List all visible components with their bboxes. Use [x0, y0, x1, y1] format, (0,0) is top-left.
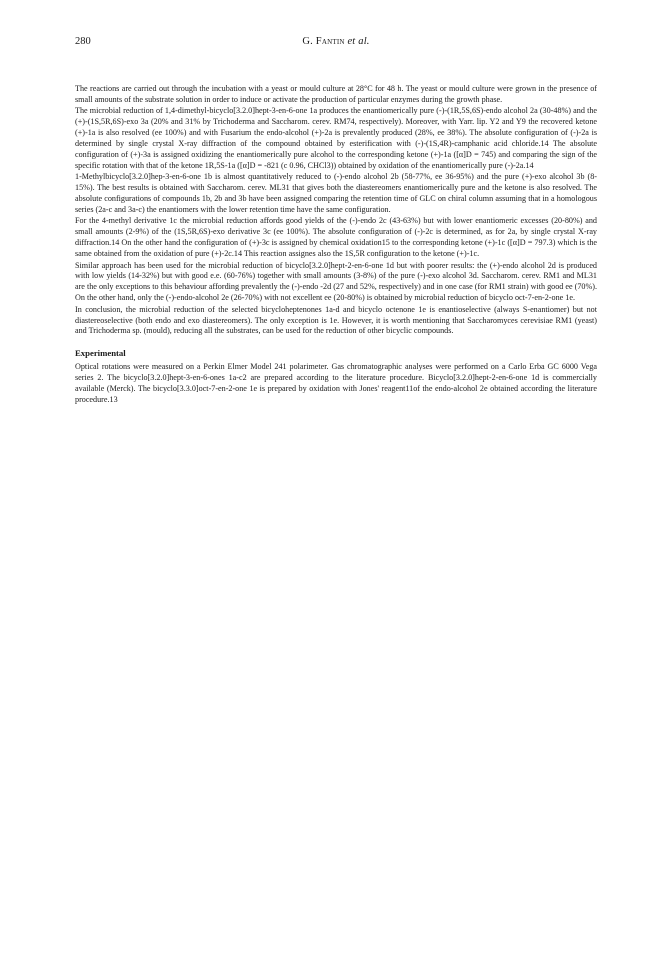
running-head [75, 36, 597, 47]
paragraph-reduction-1c: For the 4-methyl derivative 1c the microbial reduction affords good yields of the (-)-endo 2c (43-63%) but with lower enantiomeric excesses (20-80%) and small amounts (2-9%) of the (1S,5R,6S)-exo derivative 3c (ee 100%). The absolute configuration of (-)-2c is determined, as for 2a, by single crystal X-ray diffraction.14 On the other hand the configuration of (+)-3c is assigned by chemical oxidation15 to the corresponding ketone (+)-1c ([α]D = 797.3) which is the same obtained from the oxidation of pure (+)-2c.14 This reaction assignes also the 1S,5R configuration to the ketone (+)-1c. [75, 216, 597, 259]
paragraph-reduction-1d: Similar approach has been used for the microbial reduction of bicyclo[3.2.0]hept-2-en-6-one 1d but with poorer results: the (+)-endo alcohol 2d is produced with low yields (14-32%) but with good e.e. (60-76%) together with small amounts (3-8%) of the pure (-)-exo alcohol 3d. Saccharom. cerev. RM1 and ML31 are the only exceptions to this behaviour affording prevalently the (-)-endo -2d (27 and 52%, respectively) and in one case (for RM1 strain) with good ee (70%). On the other hand, only the (-)-endo-alcohol 2e (26-70%) with not excellent ee (20-80%) is obtained by microbial reduction of bicyclo oct-7-en-2-one 1e. [75, 260, 597, 303]
page-header [75, 36, 597, 50]
paragraph-reduction-1b: 1-Methylbicyclo[3.2.0]hep-3-en-6-one 1b is almost quantitatively reduced to (-)-endo alcohol 2b (58-77%, ee 36-95%) and the pure (+)-exo alcohol 3b (8-15%). The best results is obtained with Saccharom. cerev. ML31 that gives both the diastereomers enantiomerically pure and the ketone is also resolved. The absolute configurations of compounds 1b, 2b and 3b have been assigned comparing the retention time of GLC on chiral column assuming that in a homologous series (2a-c and 3a-c) the enantiomers with the lower retention time have the same configuration. [75, 172, 597, 214]
running-head-author: G. Fantin [302, 36, 345, 47]
paragraph-conclusion: In conclusion, the microbial reduction of the selected bicycloheptenones 1a-d and bicyclo octenone 1e is enantioselective (always S-enantiomer) but not diastereoselective (both endo and exo diastereomers). The only exception is 1e. However, it is worth mentioning that Saccharomyces cerevisiae RM1 (yeast) and Trichoderma sp. (mould), reducing all the substrates, can be used for the reduction of other bicyclic compounds. [75, 304, 597, 336]
running-head-etal: et al. [347, 36, 370, 47]
paragraph-reduction-1a: The microbial reduction of 1,4-dimethyl-bicyclo[3.2.0]hept-3-en-6-one 1a produces the enantiomerically pure (-)-(1R,5S,6S)-endo alcohol 2a (30-48%) and the (+)-(1S,5R,6S)-exo 3a (20% and 31% by Trichoderma and Saccharom. cerev. RM74, respectively). Moreover, with Yarr. lip. Y2 and Y9 the recovered ketone (+)-1a is also resolved (ee 100%) and with Fusarium the endo-alcohol (+)-2a is prevalently produced (28%, ee 38%). The absolute configuration of (-)-2a is determined by single crystal X-ray diffraction of the compound obtained by esterification with (-)-(1S,4R)-camphanic acid chloride.14 The absolute configuration of (+)-3a is assigned oxidizing the enantiomerically pure alcohol to the corresponding ketone (+)-1a ([α]D = 745) and comparing the sign of the specific rotation with that of the ketone 1R,5S-1a ([α]D = -821 (c 0.96, CHCl3)) obtained by oxidation of the enantiomerically pure (-)-2a.14 [75, 106, 597, 170]
page-number: 280 [75, 36, 91, 47]
paragraph-experimental: Optical rotations were measured on a Perkin Elmer Model 241 polarimeter. Gas chromatographic analyses were performed on a Carlo Erba GC 6000 Vega series 2. The bicyclo[3.2.0]hept-3-en-6-ones 1a-c2 are prepared according to the literature procedure. Bicyclo[3.2.0]hept-2-en-6-one 1d is commercially available (Merck). The bicyclo[3.3.0]oct-7-en-2-one 1e is prepared by oxidation with Jones' reagent11of the endo-alcohol 2e obtained according the literature procedure.13 [75, 362, 597, 404]
section-heading-experimental: Experimental [75, 348, 126, 359]
article-body [75, 84, 597, 406]
paragraph-incubation: The reactions are carried out through the incubation with a yeast or mould culture at 28°C for 48 h. The yeast or mould culture were grown in the presence of small amounts of the substrate solution in order to induce or activate the production of particular enzymes during the growth phase. [75, 84, 597, 104]
